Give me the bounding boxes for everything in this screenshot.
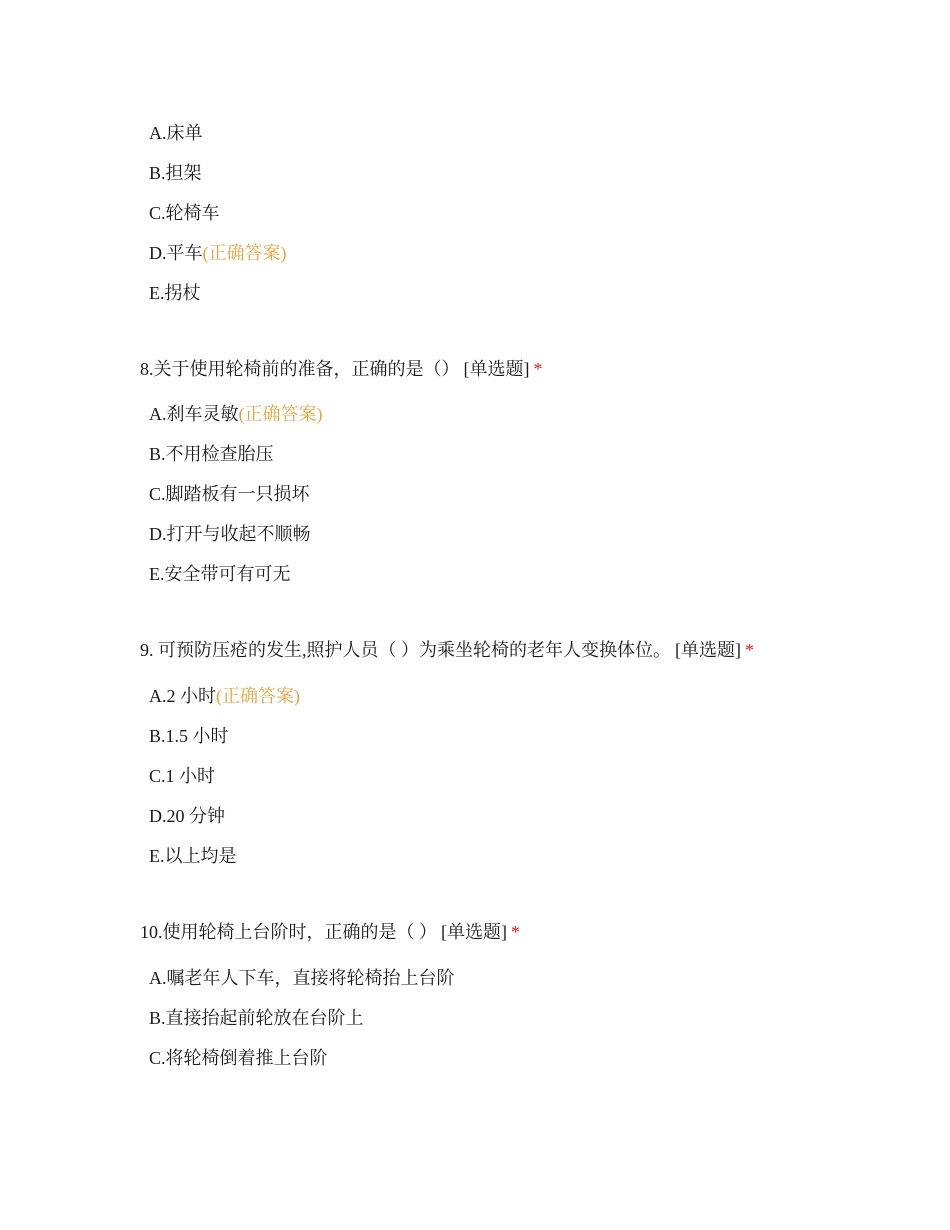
option-label: E.拐杖 [149, 283, 201, 303]
option-label: D.平车 [149, 243, 203, 263]
option-label: C.轮椅车 [149, 203, 220, 223]
option-label: D.20 分钟 [149, 806, 225, 826]
option-label: A.刹车灵敏 [149, 404, 239, 424]
q7-option-e [149, 281, 201, 305]
q7-option-a [149, 121, 203, 145]
option-label: B.不用检查胎压 [149, 444, 274, 464]
q8-option-b [149, 442, 274, 466]
question-text: 10.使用轮椅上台阶时，正确的是（ ） [140, 922, 437, 942]
q8-option-d [149, 522, 311, 546]
q8-option-c [149, 482, 310, 506]
q7-option-b [149, 161, 202, 185]
option-label: B.担架 [149, 163, 202, 183]
option-label: A.2 小时 [149, 686, 216, 706]
q7-option-d [149, 241, 287, 265]
option-label: E.以上均是 [149, 846, 237, 866]
q9-option-d [149, 804, 225, 828]
q10-option-a [149, 966, 455, 990]
question-type: [单选题] [463, 359, 530, 379]
option-label: B.直接抬起前轮放在台阶上 [149, 1008, 364, 1028]
option-label: A.床单 [149, 123, 203, 143]
q7-option-c [149, 201, 220, 225]
question-text: 8.关于使用轮椅前的准备，正确的是（） [140, 359, 460, 379]
question-type: [单选题] [675, 640, 741, 660]
required-mark: * [745, 640, 754, 660]
correct-answer-marker: (正确答案) [202, 243, 287, 263]
required-mark: * [511, 922, 520, 942]
q8-option-a [149, 402, 323, 426]
q10-option-b [149, 1006, 364, 1030]
question-9 [140, 638, 754, 662]
option-label: C.1 小时 [149, 766, 216, 786]
q9-option-b [149, 724, 229, 748]
option-label: D.打开与收起不顺畅 [149, 524, 311, 544]
question-8 [140, 357, 543, 381]
question-10 [140, 920, 520, 944]
option-label: A.嘱老年人下车，直接将轮椅抬上台阶 [149, 968, 455, 988]
q9-option-c [149, 764, 215, 788]
option-label: C.脚踏板有一只损坏 [149, 484, 310, 504]
q9-option-e [149, 844, 237, 868]
question-text: 9. 可预防压疮的发生,照护人员（ ）为乘坐轮椅的老年人变换体位。 [140, 640, 671, 660]
correct-answer-marker: (正确答案) [238, 404, 323, 424]
correct-answer-marker: (正确答案) [216, 686, 300, 706]
option-label: B.1.5 小时 [149, 726, 229, 746]
option-label: C.将轮椅倒着推上台阶 [149, 1048, 328, 1068]
question-type: [单选题] [441, 922, 507, 942]
q9-option-a [149, 684, 300, 708]
required-mark: * [533, 359, 543, 379]
q8-option-e [149, 562, 291, 586]
q10-option-c [149, 1046, 328, 1070]
option-label: E.安全带可有可无 [149, 564, 291, 584]
